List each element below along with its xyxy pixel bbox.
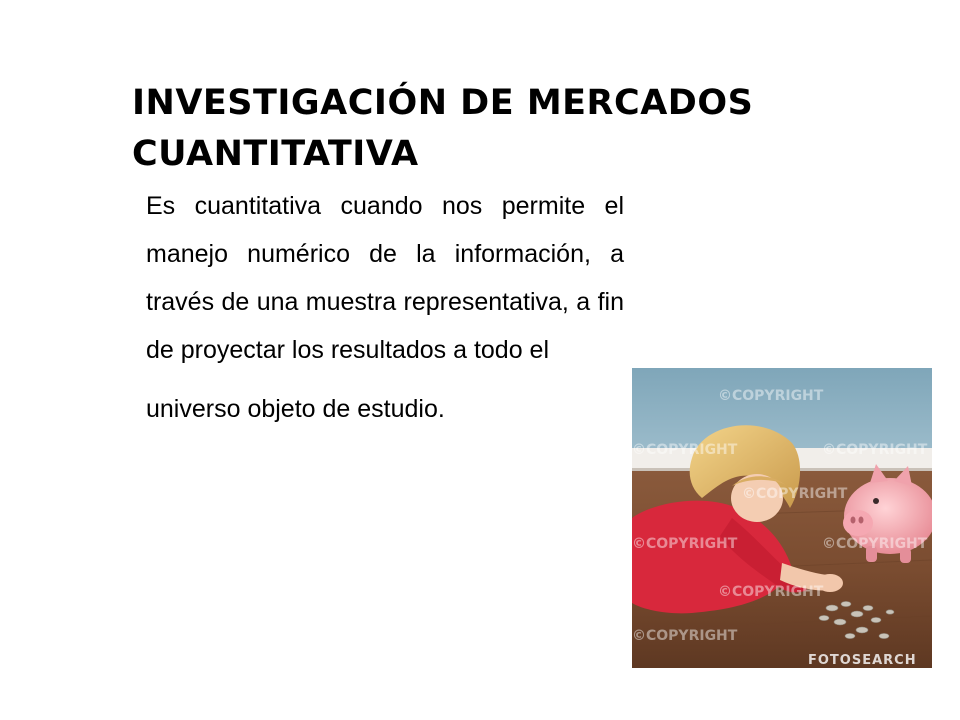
- slide-body: [146, 182, 624, 433]
- body-paragraph-end: universo objeto de estudio.: [146, 395, 445, 423]
- svg-text:©COPYRIGHT: ©COPYRIGHT: [718, 584, 824, 600]
- slide-title: INVESTIGACIÓN DE MERCADOS CUANTITATIVA: [132, 83, 754, 174]
- svg-text:©COPYRIGHT: ©COPYRIGHT: [632, 442, 738, 458]
- photo-credit: FOTOSEARCH: [808, 653, 917, 668]
- svg-text:©COPYRIGHT: ©COPYRIGHT: [718, 388, 824, 404]
- svg-text:©COPYRIGHT: ©COPYRIGHT: [822, 536, 928, 552]
- body-paragraph: Es cuantitativa cuando nos permite el manejo numérico de la información, a través de una muestra representativa, a fin de proyectar los resultados a todo el: [146, 192, 624, 364]
- svg-text:©COPYRIGHT: ©COPYRIGHT: [632, 536, 738, 552]
- svg-text:©COPYRIGHT: ©COPYRIGHT: [822, 442, 928, 458]
- svg-text:©COPYRIGHT: ©COPYRIGHT: [632, 628, 738, 644]
- girl-piggy-bank-photo: [632, 368, 932, 668]
- svg-text:©COPYRIGHT: ©COPYRIGHT: [742, 486, 848, 502]
